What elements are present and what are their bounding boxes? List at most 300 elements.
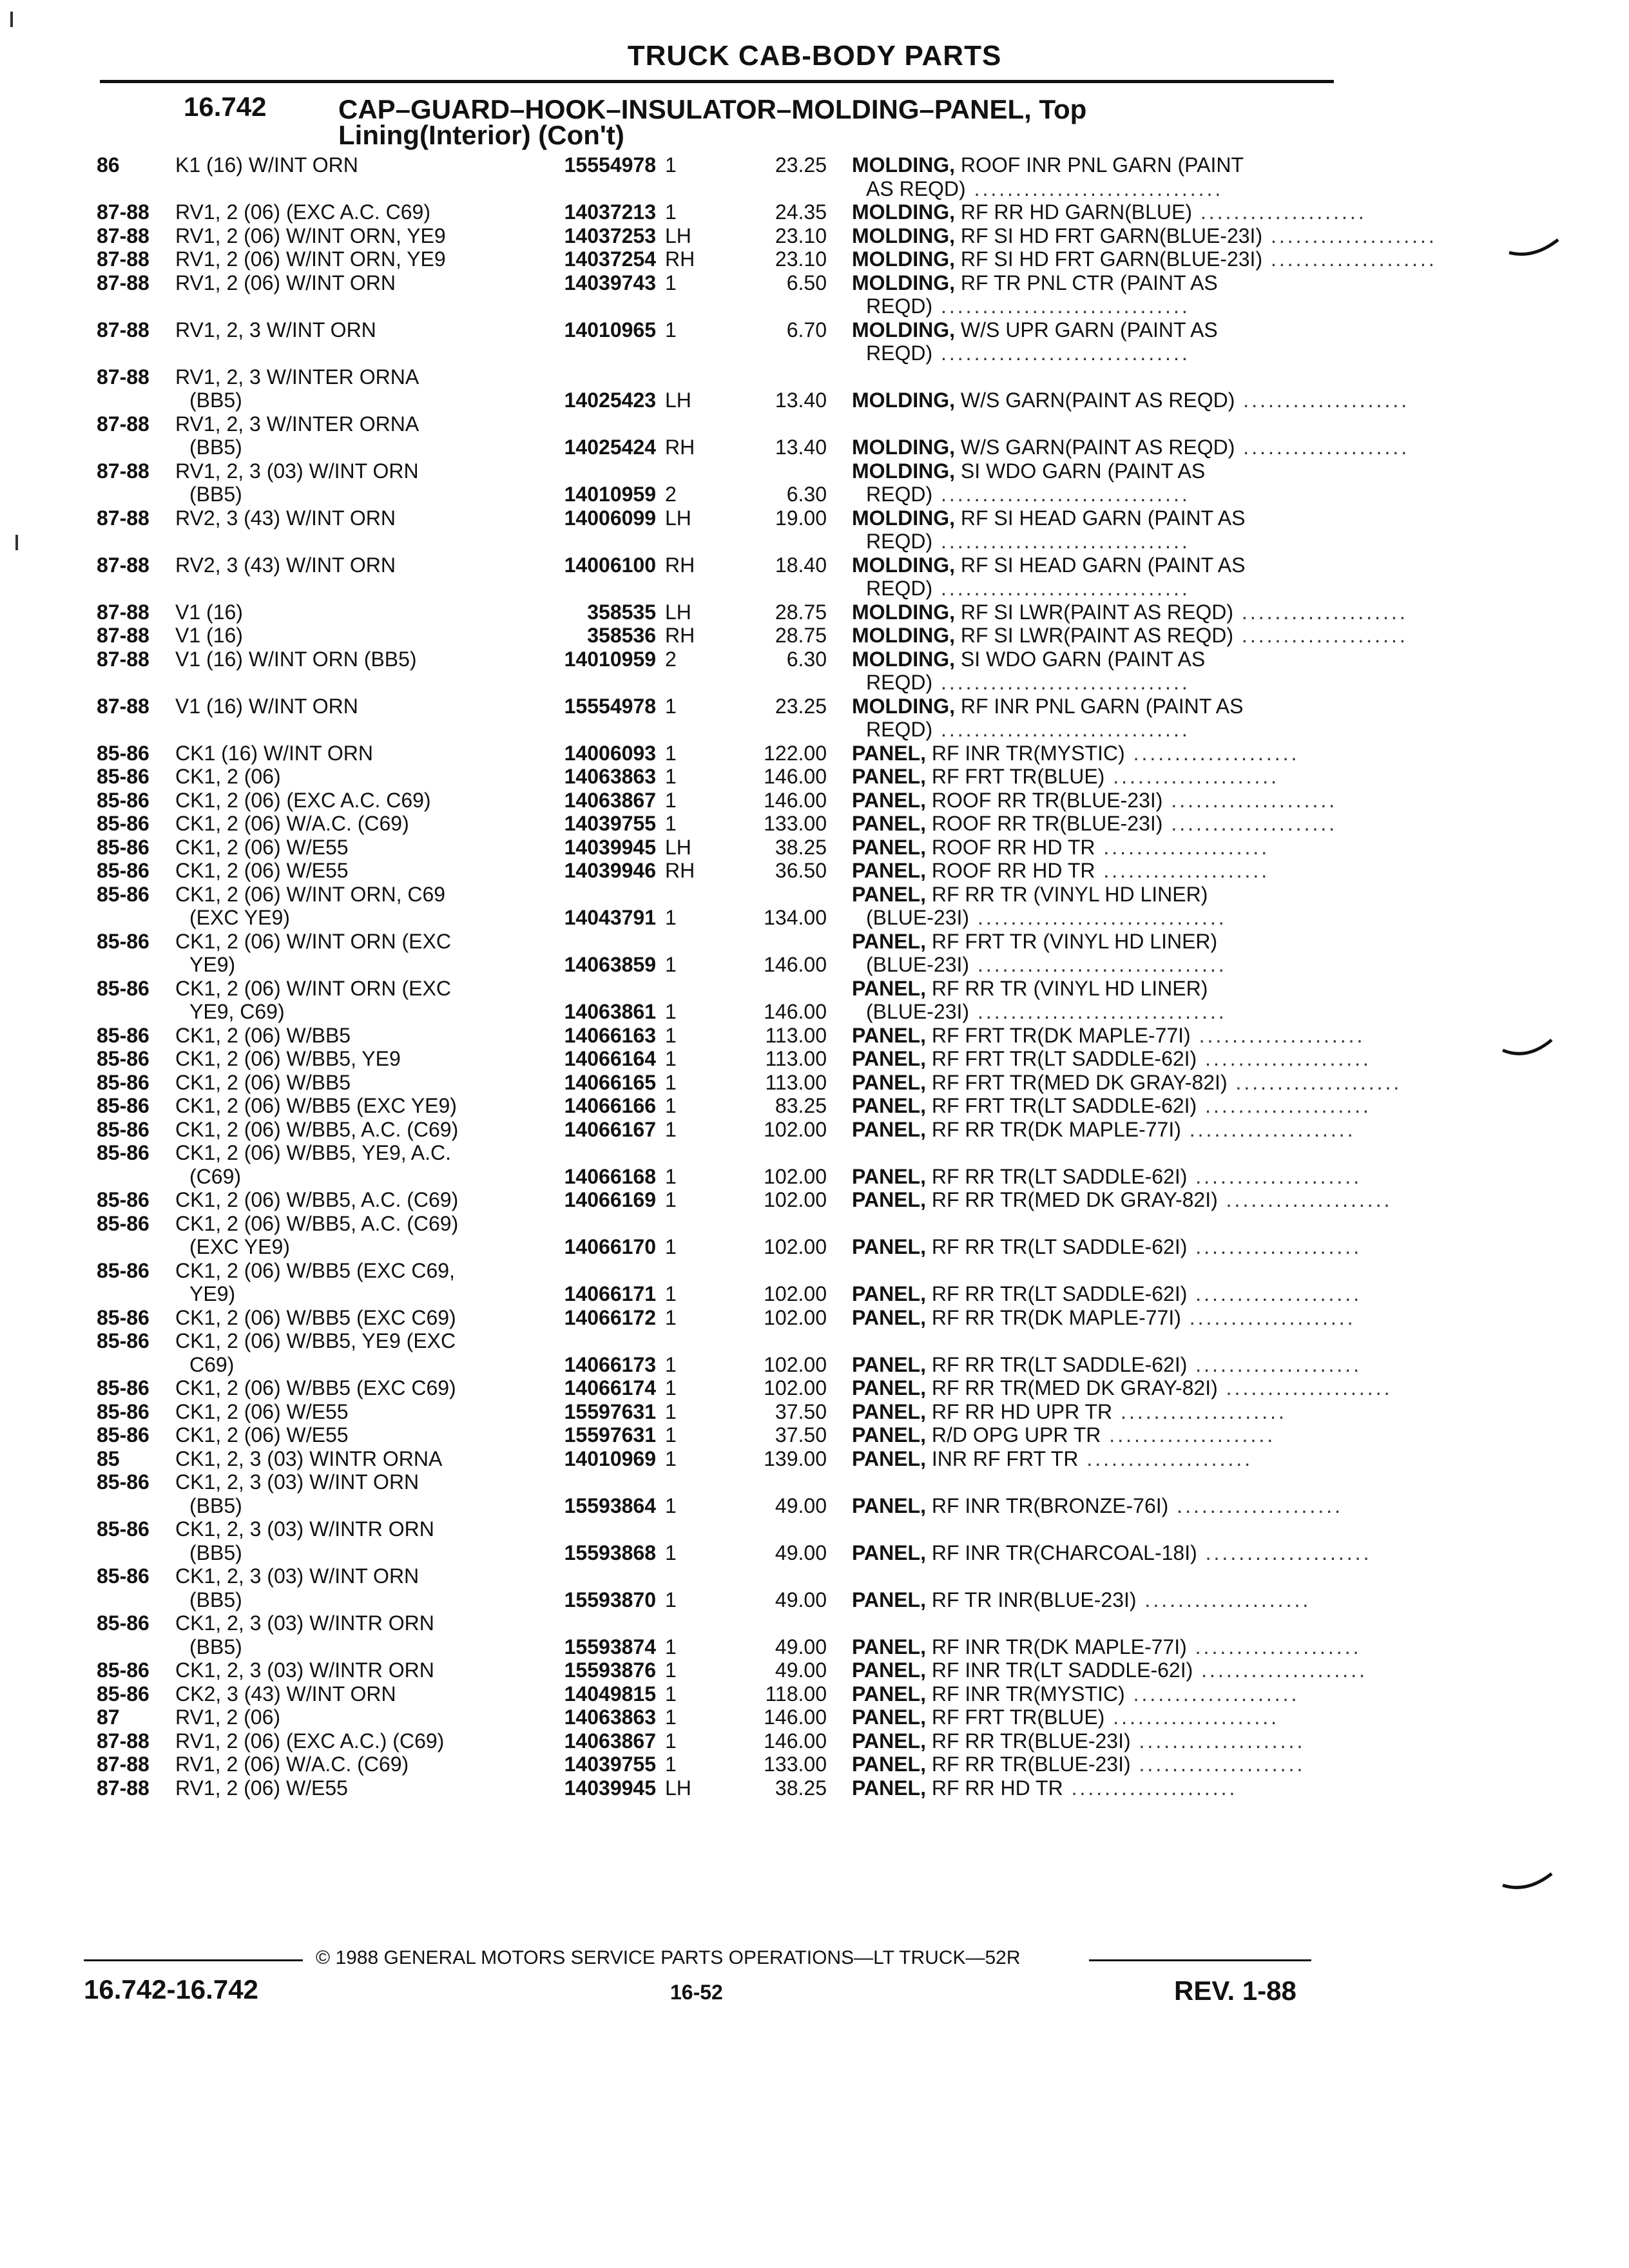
- model-year: 85-86: [97, 859, 149, 882]
- table-row: [0, 1024, 1629, 1048]
- application-line2: YE9): [189, 953, 236, 976]
- application: [175, 1094, 523, 1118]
- description: [852, 1352, 1362, 1377]
- table-row: [0, 789, 1629, 812]
- application: [175, 1658, 523, 1682]
- leader-dots: ..............................: [965, 177, 1224, 200]
- model-year: 85-86: [97, 835, 149, 859]
- application: [175, 883, 523, 930]
- application: [175, 789, 523, 812]
- price: 38.25: [775, 1776, 827, 1800]
- description: [852, 977, 1322, 1024]
- application-line1: CK1, 2 (06) W/BB5, YE9, A.C.: [175, 1141, 452, 1164]
- application-line1: RV1, 2 (06) W/INT ORN: [175, 271, 396, 294]
- description-line1: [852, 1776, 1322, 1800]
- application: [175, 1306, 523, 1330]
- description-line1: [852, 153, 1322, 177]
- table-row: [0, 765, 1629, 789]
- description: [852, 1305, 1356, 1330]
- application: [175, 836, 523, 860]
- leader-dots: ..............................: [969, 1000, 1227, 1023]
- leader-dots: ....................: [1181, 1305, 1356, 1329]
- leader-dots: ....................: [1233, 624, 1408, 647]
- application-line1: RV1, 2, 3 W/INT ORN: [175, 318, 376, 341]
- description-line2: [852, 177, 1322, 201]
- description-continuation: REQD): [866, 671, 933, 694]
- price: 113.00: [765, 1023, 827, 1047]
- part-number: 14039755: [564, 812, 656, 835]
- description-text: RF INR TR(LT SADDLE-62I): [925, 1658, 1193, 1682]
- description: [852, 1023, 1365, 1048]
- description: [852, 153, 1322, 200]
- description-continuation: REQD): [866, 718, 933, 741]
- description-line1: [852, 1635, 1362, 1659]
- model-year: 85-86: [97, 1258, 149, 1282]
- section-number: 16.742: [184, 91, 267, 122]
- application-line2: (BB5): [189, 483, 242, 506]
- leader-dots: ....................: [1112, 1399, 1287, 1423]
- application-line1: CK1 (16) W/INT ORN: [175, 741, 373, 765]
- price: 102.00: [764, 1376, 827, 1399]
- part-number: 14039945: [564, 835, 656, 859]
- description: [852, 600, 1408, 624]
- quantity: 1: [665, 318, 677, 341]
- quantity: 1: [665, 694, 677, 718]
- application-line1: RV1, 2 (06) W/INT ORN, YE9: [175, 224, 446, 247]
- description-text: RF RR TR(BLUE-23I): [925, 1729, 1131, 1753]
- description-keyword: MOLDING,: [852, 318, 955, 341]
- table-row: [0, 1517, 1629, 1564]
- description-text: RF RR TR(DK MAPLE-77I): [925, 1117, 1181, 1141]
- application-line2: (BB5): [189, 436, 242, 459]
- description: [852, 436, 1410, 459]
- application: [175, 859, 523, 883]
- table-row: [0, 224, 1629, 248]
- leader-dots: ....................: [1187, 1164, 1362, 1188]
- table-row: [0, 601, 1629, 624]
- application-line2: (C69): [189, 1164, 242, 1188]
- application-line1: RV1, 2 (06) (EXC A.C.) (C69): [175, 1729, 445, 1753]
- table-row: [0, 977, 1629, 1024]
- price: 102.00: [764, 1305, 827, 1329]
- model-year: 87-88: [97, 624, 149, 647]
- description: [852, 1541, 1372, 1565]
- description: [852, 883, 1322, 930]
- check-mark-2: [1501, 1039, 1553, 1058]
- application: [175, 271, 523, 295]
- description-text: RF SI HD FRT GARN(BLUE-23I): [954, 247, 1263, 271]
- application: [175, 812, 523, 836]
- description-continuation: AS REQD): [866, 177, 966, 200]
- application-line2: C69): [189, 1352, 235, 1376]
- description-text: RF RR HD UPR TR: [925, 1399, 1113, 1423]
- description-line1: [852, 1282, 1362, 1306]
- description-line1: [852, 600, 1408, 624]
- description-text: RF SI LWR(PAINT AS REQD): [954, 624, 1234, 647]
- description-keyword: PANEL,: [852, 1188, 926, 1211]
- description: [852, 389, 1410, 412]
- model-year: 87-88: [97, 412, 149, 436]
- application-line2: (BB5): [189, 1541, 242, 1564]
- quantity: LH: [665, 835, 691, 859]
- application-line1: RV1, 2 (06) W/A.C. (C69): [175, 1753, 409, 1776]
- description-line2: [852, 530, 1322, 553]
- price: 23.10: [775, 224, 827, 247]
- application-line1: CK1, 2 (06) W/BB5: [175, 1023, 351, 1047]
- description-line1: [852, 836, 1322, 860]
- model-year: 87: [97, 1706, 120, 1729]
- leader-dots: ..............................: [932, 577, 1190, 600]
- description-line1: [852, 812, 1338, 836]
- part-number: 14063867: [564, 1729, 656, 1753]
- description: [852, 1588, 1322, 1612]
- description-line1: [852, 1188, 1393, 1212]
- table-row: [0, 1423, 1629, 1447]
- application-line1: CK1, 2 (06) W/E55: [175, 859, 349, 882]
- description-keyword: MOLDING,: [852, 200, 955, 224]
- quantity: LH: [665, 389, 691, 412]
- description-line1: [852, 930, 1322, 954]
- description-keyword: PANEL,: [852, 1023, 926, 1047]
- application-line1: CK1, 2 (06) W/BB5, A.C. (C69): [175, 1188, 459, 1211]
- description-line2: [852, 953, 1322, 977]
- quantity: LH: [665, 506, 691, 530]
- description-text: RF FRT TR(LT SADDLE-62I): [925, 1094, 1197, 1117]
- part-number: 14037254: [564, 247, 656, 271]
- description-keyword: PANEL,: [852, 1164, 926, 1188]
- application: [175, 1141, 523, 1188]
- part-number: 358535: [587, 600, 656, 624]
- leader-dots: ..............................: [932, 483, 1190, 506]
- application: [175, 601, 523, 624]
- application: [175, 153, 523, 177]
- application-line1: RV2, 3 (43) W/INT ORN: [175, 506, 396, 530]
- description-line1: [852, 1235, 1362, 1259]
- quantity: RH: [665, 859, 695, 882]
- price: 13.40: [775, 389, 827, 412]
- model-year: 85-86: [97, 1399, 149, 1423]
- table-row: [0, 1564, 1629, 1611]
- description: [852, 459, 1322, 506]
- quantity: 1: [665, 1729, 677, 1753]
- description-keyword: PANEL,: [852, 1376, 926, 1399]
- table-row: [0, 1447, 1629, 1471]
- quantity: 1: [665, 1188, 677, 1211]
- quantity: 1: [665, 1376, 677, 1399]
- price: 133.00: [764, 812, 827, 835]
- description-line1: [852, 1070, 1402, 1095]
- price: 49.00: [775, 1541, 827, 1564]
- quantity: LH: [665, 1776, 691, 1800]
- table-row: [0, 247, 1629, 271]
- part-number: 14006093: [564, 741, 656, 765]
- application: [175, 1682, 523, 1706]
- check-mark-1: [1508, 238, 1559, 258]
- description-line2: [852, 294, 1322, 318]
- description-text: W/S GARN(PAINT AS REQD): [954, 389, 1235, 412]
- description-keyword: PANEL,: [852, 1094, 926, 1117]
- part-number: 15593876: [564, 1658, 656, 1682]
- application-line1: CK1, 2 (06) W/BB5, A.C. (C69): [175, 1211, 459, 1235]
- model-year: 85-86: [97, 929, 149, 953]
- application: [175, 1188, 523, 1212]
- quantity: 1: [665, 1399, 677, 1423]
- application-line1: CK1, 2 (06): [175, 765, 281, 788]
- model-year: 85-86: [97, 976, 149, 1000]
- application: [175, 1729, 523, 1753]
- quantity: LH: [665, 600, 691, 624]
- part-number: 14063863: [564, 765, 656, 788]
- quantity: 1: [665, 906, 677, 929]
- description-line2: [852, 483, 1322, 506]
- quantity: 1: [665, 741, 677, 765]
- model-year: 87-88: [97, 365, 149, 389]
- revision: REV. 1-88: [1174, 1975, 1296, 2006]
- model-year: 85-86: [97, 1094, 149, 1117]
- description: [852, 224, 1437, 248]
- application-line2: (BB5): [189, 389, 242, 412]
- part-number: 14066172: [564, 1305, 656, 1329]
- description-keyword: PANEL,: [852, 1588, 926, 1611]
- quantity: 1: [665, 200, 677, 224]
- price: 146.00: [764, 788, 827, 812]
- page-header: TRUCK CAB-BODY PARTS: [627, 40, 1002, 72]
- description-text: ROOF RR TR(BLUE-23I): [925, 788, 1163, 812]
- description-keyword: MOLDING,: [852, 624, 955, 647]
- application-line1: V1 (16) W/INT ORN (BB5): [175, 647, 417, 671]
- description-keyword: MOLDING,: [852, 459, 955, 483]
- leader-dots: ....................: [1095, 859, 1270, 882]
- table-row: [0, 695, 1629, 742]
- price: 102.00: [764, 1188, 827, 1211]
- leader-dots: ....................: [1186, 1635, 1362, 1658]
- description-continuation: REQD): [866, 341, 933, 365]
- description-keyword: PANEL,: [852, 1706, 926, 1729]
- price: 36.50: [775, 859, 827, 882]
- description-line1: [852, 977, 1322, 1001]
- application-line1: CK1, 2 (06) W/BB5 (EXC C69): [175, 1376, 456, 1399]
- description: [852, 1776, 1322, 1800]
- price: 37.50: [775, 1423, 827, 1446]
- description-text: RF INR TR(DK MAPLE-77I): [925, 1635, 1187, 1658]
- margin-tick-top: [10, 12, 13, 27]
- description-text: RF RR TR(LT SADDLE-62I): [925, 1282, 1188, 1305]
- table-row: [0, 1682, 1629, 1706]
- application: [175, 224, 523, 248]
- description: [852, 624, 1408, 648]
- description-text: RF SI HEAD GARN (PAINT AS: [954, 506, 1246, 530]
- quantity: RH: [665, 624, 695, 647]
- application: [175, 648, 523, 671]
- model-year: 87-88: [97, 459, 149, 483]
- leader-dots: ....................: [1217, 1188, 1393, 1211]
- application: [175, 1470, 523, 1517]
- description: [852, 1682, 1322, 1706]
- description-keyword: PANEL,: [852, 1352, 926, 1376]
- leader-dots: ..............................: [969, 906, 1227, 929]
- description-text: RF RR TR(LT SADDLE-62I): [925, 1352, 1188, 1376]
- leader-dots: ....................: [1187, 1282, 1362, 1305]
- leader-dots: ....................: [1197, 1094, 1371, 1117]
- application-line1: CK1, 2, 3 (03) W/INTR ORN: [175, 1658, 434, 1682]
- table-row: [0, 1306, 1629, 1330]
- application-line2: YE9): [189, 1282, 236, 1305]
- application: [175, 1706, 523, 1729]
- quantity: 1: [665, 1658, 677, 1682]
- application-line1: V1 (16): [175, 600, 243, 624]
- description-line2: [852, 906, 1322, 930]
- leader-dots: ....................: [1162, 788, 1338, 812]
- description-line1: [852, 318, 1322, 342]
- model-year: 87-88: [97, 318, 149, 341]
- application-line1: CK1, 2, 3 (03) W/INTR ORN: [175, 1611, 434, 1635]
- application-line1: V1 (16): [175, 624, 243, 647]
- quantity: 1: [665, 1753, 677, 1776]
- description-text: RF RR HD TR: [925, 1776, 1063, 1800]
- leader-dots: ..............................: [932, 294, 1190, 318]
- application-line1: CK1, 2 (06) W/BB5: [175, 1070, 351, 1094]
- description-line1: [852, 1729, 1322, 1753]
- price: 102.00: [764, 1352, 827, 1376]
- application-line1: RV1, 2, 3 W/INTER ORNA: [175, 365, 419, 389]
- leader-dots: ....................: [1136, 1588, 1311, 1611]
- description-keyword: PANEL,: [852, 1682, 926, 1706]
- model-year: 87-88: [97, 271, 149, 294]
- leader-dots: ....................: [1197, 1047, 1371, 1070]
- model-year: 85-86: [97, 765, 149, 788]
- description-line1: [852, 1047, 1371, 1071]
- model-year: 87-88: [97, 600, 149, 624]
- description: [852, 788, 1338, 812]
- description: [852, 1117, 1356, 1142]
- description-keyword: MOLDING,: [852, 553, 955, 577]
- leader-dots: ....................: [1168, 1494, 1343, 1517]
- part-number: 14066166: [564, 1094, 656, 1117]
- description: [852, 1188, 1393, 1212]
- part-number: 14066163: [564, 1023, 656, 1047]
- description: [852, 1376, 1393, 1400]
- table-row: [0, 1259, 1629, 1306]
- part-number: 14006099: [564, 506, 656, 530]
- model-year: 85-86: [97, 1070, 149, 1094]
- description-line1: [852, 695, 1322, 718]
- application-line1: CK1, 2 (06) W/BB5, YE9: [175, 1047, 401, 1070]
- description-text: RF RR TR (VINYL HD LINER): [925, 882, 1208, 906]
- price: 122.00: [764, 741, 827, 765]
- application: [175, 742, 523, 765]
- description-keyword: MOLDING,: [852, 389, 955, 412]
- description-line1: [852, 1376, 1393, 1400]
- description-keyword: MOLDING,: [852, 271, 955, 294]
- application-line1: CK1, 2 (06) W/BB5 (EXC C69): [175, 1305, 456, 1329]
- quantity: 1: [665, 271, 677, 294]
- description-continuation: (BLUE-23I): [866, 1000, 970, 1023]
- description-text: W/S GARN(PAINT AS REQD): [954, 436, 1235, 459]
- application: [175, 1376, 523, 1400]
- description-line1: [852, 436, 1410, 459]
- application: [175, 553, 523, 577]
- model-year: 87-88: [97, 247, 149, 271]
- price: 146.00: [764, 1706, 827, 1729]
- part-number: 14010959: [564, 483, 656, 506]
- application: [175, 1447, 523, 1471]
- application-line2: YE9, C69): [189, 1000, 285, 1023]
- check-mark-3: [1501, 1872, 1553, 1892]
- application-line2: (BB5): [189, 1588, 242, 1611]
- description: [852, 765, 1322, 789]
- description-line1: [852, 1423, 1322, 1447]
- application: [175, 1118, 523, 1142]
- model-year: 87-88: [97, 1776, 149, 1800]
- description-keyword: PANEL,: [852, 1446, 926, 1470]
- application: [175, 1611, 523, 1658]
- description: [852, 742, 1322, 765]
- description-line1: [852, 883, 1322, 907]
- description: [852, 1494, 1343, 1518]
- table-row: [0, 1753, 1629, 1776]
- table-row: [0, 412, 1629, 459]
- description-line1: [852, 1541, 1372, 1565]
- price: 113.00: [765, 1047, 827, 1070]
- quantity: 1: [665, 1117, 677, 1141]
- application-line1: K1 (16) W/INT ORN: [175, 153, 358, 177]
- description-keyword: PANEL,: [852, 788, 926, 812]
- leader-dots: ..............................: [932, 718, 1190, 741]
- model-year: 87-88: [97, 1753, 149, 1776]
- application: [175, 1024, 523, 1048]
- leader-dots: ....................: [1187, 1352, 1362, 1376]
- quantity: 1: [665, 1682, 677, 1706]
- model-year: 85-86: [97, 788, 149, 812]
- description: [852, 1447, 1322, 1471]
- description-line1: [852, 1588, 1322, 1612]
- part-number: 15554978: [564, 153, 656, 177]
- application: [175, 1564, 523, 1611]
- table-row: [0, 1611, 1629, 1658]
- application: [175, 506, 523, 530]
- application-line1: CK1, 2, 3 (03) WINTR ORNA: [175, 1446, 443, 1470]
- description-keyword: PANEL,: [852, 882, 926, 906]
- description-text: RF INR TR(BRONZE-76I): [925, 1494, 1169, 1517]
- leader-dots: ....................: [1104, 765, 1280, 788]
- table-row: [0, 1141, 1629, 1188]
- part-number: 14063859: [564, 953, 656, 976]
- price: 19.00: [775, 506, 827, 530]
- price: 113.00: [765, 1070, 827, 1094]
- quantity: 2: [665, 483, 677, 506]
- description-keyword: MOLDING,: [852, 153, 955, 177]
- price: 13.40: [775, 436, 827, 459]
- table-row: [0, 506, 1629, 553]
- leader-dots: ..............................: [969, 953, 1227, 976]
- part-number: 14066173: [564, 1352, 656, 1376]
- application-line1: CK1, 2, 3 (03) W/INTR ORN: [175, 1517, 434, 1541]
- description-text: ROOF RR TR(BLUE-23I): [925, 812, 1163, 835]
- description-line2: [852, 341, 1322, 365]
- description-continuation: REQD): [866, 483, 933, 506]
- section-title: [338, 94, 1087, 150]
- description-keyword: PANEL,: [852, 812, 926, 835]
- description-text: RF RR TR(BLUE-23I): [925, 1753, 1131, 1776]
- model-year: 85-86: [97, 1376, 149, 1399]
- quantity: 1: [665, 153, 677, 177]
- description-text: RF TR PNL CTR (PAINT AS: [954, 271, 1218, 294]
- model-year: 86: [97, 153, 120, 177]
- table-row: [0, 1658, 1629, 1682]
- table-row: [0, 459, 1629, 506]
- description: [852, 247, 1437, 271]
- description-line1: [852, 1352, 1362, 1377]
